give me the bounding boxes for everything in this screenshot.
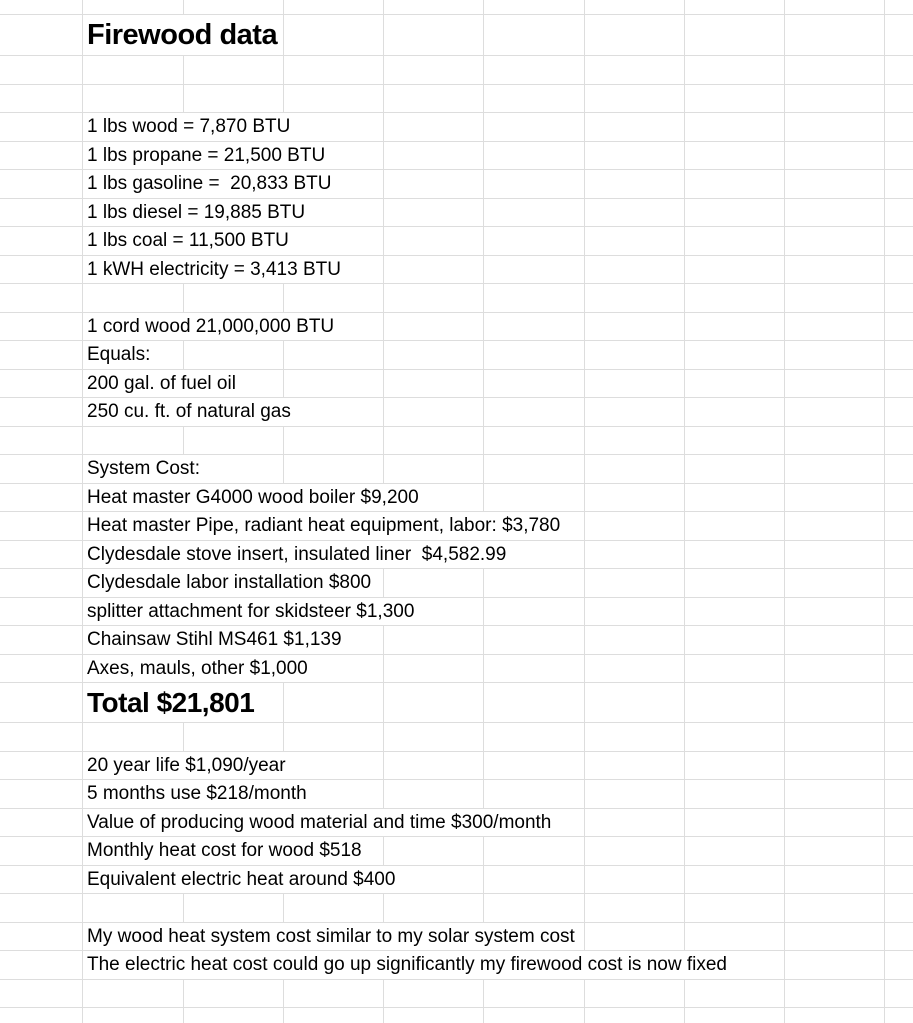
spreadsheet-row [0, 15, 913, 56]
spreadsheet-row [0, 512, 913, 541]
data-cell[interactable]: 1 lbs wood = 7,870 BTU [83, 113, 296, 141]
spreadsheet-row [0, 199, 913, 228]
data-cell[interactable]: Chainsaw Stihl MS461 $1,139 [83, 626, 348, 654]
spreadsheet-row [0, 398, 913, 427]
data-cell[interactable]: Heat master G4000 wood boiler $9,200 [83, 484, 425, 512]
spreadsheet-row [0, 894, 913, 923]
data-cell[interactable]: 1 lbs gasoline = 20,833 BTU [83, 170, 338, 198]
spreadsheet-row [0, 370, 913, 399]
data-cell[interactable]: My wood heat system cost similar to my solar system cost [83, 923, 581, 951]
spreadsheet-row [0, 683, 913, 723]
spreadsheet-row [0, 837, 913, 866]
spreadsheet-row [0, 484, 913, 513]
spreadsheet-row [0, 951, 913, 980]
data-cell[interactable]: 1 kWH electricity = 3,413 BTU [83, 256, 347, 284]
spreadsheet-row [0, 313, 913, 342]
data-cell[interactable]: Equivalent electric heat around $400 [83, 866, 401, 894]
spreadsheet-row [0, 655, 913, 684]
spreadsheet-row [0, 227, 913, 256]
data-cell[interactable]: Monthly heat cost for wood $518 [83, 837, 368, 865]
spreadsheet-row [0, 866, 913, 895]
data-cell[interactable]: 250 cu. ft. of natural gas [83, 398, 297, 426]
data-cell[interactable]: 1 lbs propane = 21,500 BTU [83, 142, 331, 170]
data-cell[interactable]: Value of producing wood material and time $300/month [83, 809, 557, 837]
total-cost-cell[interactable]: Total $21,801 [83, 683, 260, 722]
spreadsheet-row [0, 170, 913, 199]
spreadsheet-row [0, 780, 913, 809]
spreadsheet-row [0, 341, 913, 370]
spreadsheet-row [0, 113, 913, 142]
data-cell[interactable]: System Cost: [83, 455, 206, 483]
spreadsheet-row [0, 569, 913, 598]
spreadsheet-row [0, 980, 913, 1009]
spreadsheet-row [0, 85, 913, 114]
spreadsheet-row [0, 923, 913, 952]
spreadsheet-row [0, 723, 913, 752]
data-cell[interactable]: 1 cord wood 21,000,000 BTU [83, 313, 340, 341]
spreadsheet-row [0, 284, 913, 313]
data-cell[interactable]: Axes, mauls, other $1,000 [83, 655, 314, 683]
spreadsheet-row [0, 142, 913, 171]
data-cell[interactable]: Heat master Pipe, radiant heat equipment, labor: $3,780 [83, 512, 566, 540]
data-cell[interactable]: 5 months use $218/month [83, 780, 313, 808]
data-cell[interactable]: 200 gal. of fuel oil [83, 370, 242, 398]
data-cell[interactable]: The electric heat cost could go up significantly my firewood cost is now fixed [83, 951, 733, 979]
data-cell[interactable]: Equals: [83, 341, 156, 369]
data-cell[interactable]: 20 year life $1,090/year [83, 752, 292, 780]
data-cell[interactable]: Clydesdale labor installation $800 [83, 569, 377, 597]
spreadsheet-row [0, 256, 913, 285]
data-cell[interactable]: Clydesdale stove insert, insulated liner $4,582.99 [83, 541, 512, 569]
data-cell[interactable]: 1 lbs coal = 11,500 BTU [83, 227, 295, 255]
spreadsheet-row [0, 1008, 913, 1023]
spreadsheet-row [0, 809, 913, 838]
data-cell[interactable]: 1 lbs diesel = 19,885 BTU [83, 199, 311, 227]
spreadsheet-row [0, 56, 913, 85]
spreadsheet-row [0, 752, 913, 781]
spreadsheet-row [0, 598, 913, 627]
spreadsheet-row [0, 541, 913, 570]
spreadsheet-row [0, 427, 913, 456]
sheet-title-cell[interactable]: Firewood data [83, 15, 283, 55]
spreadsheet-row [0, 0, 913, 15]
data-cell[interactable]: splitter attachment for skidsteer $1,300 [83, 598, 420, 626]
spreadsheet-row [0, 455, 913, 484]
spreadsheet-row [0, 626, 913, 655]
